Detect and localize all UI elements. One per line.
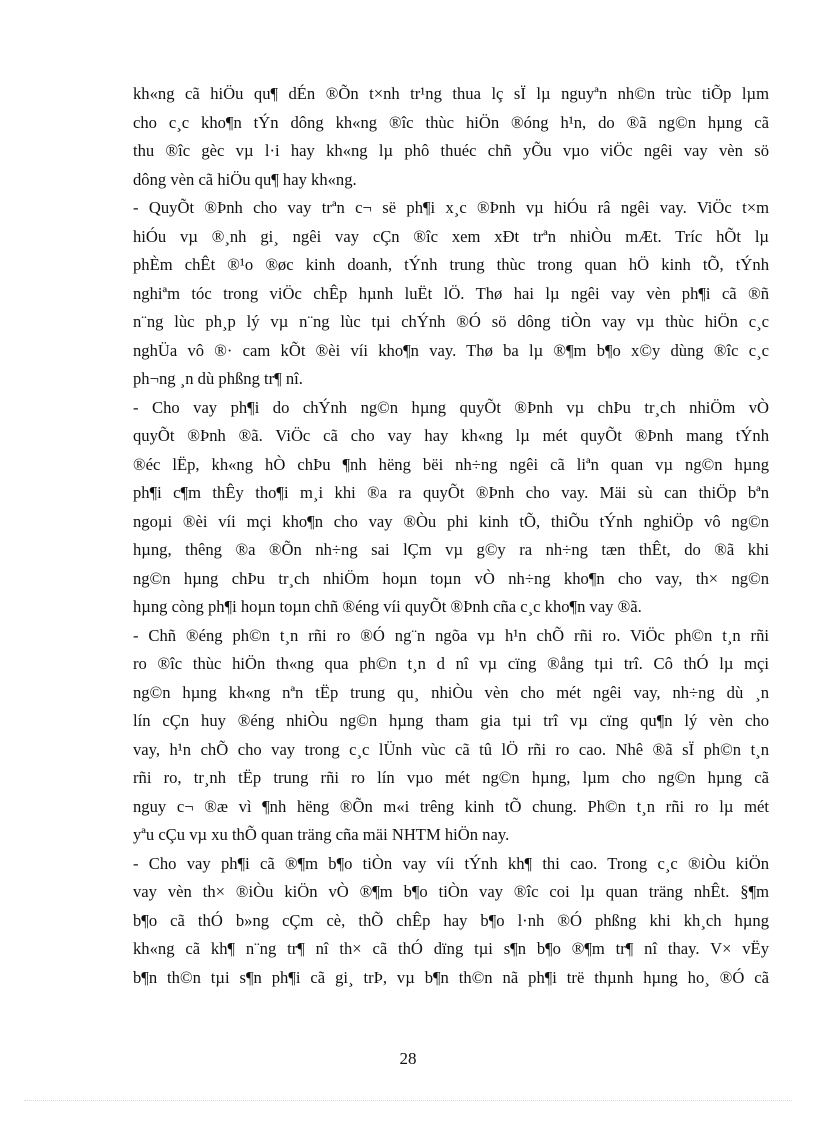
text-line: nghÜa vô ®· cam kÕt ®èi víi kho¶n vay. Thø ba lµ ®¶m b¶o x©y dùng ®îc c¸c [133, 340, 769, 360]
text-line: ngoµi ®èi víi mçi kho¶n cho vay ®Òu phi kinh tÕ, thiÕu tÝnh nghiÖp vô ng©n [133, 511, 769, 531]
text-line: ph¬ng ¸n dù phßng tr¶ nî. [133, 369, 303, 388]
text-line: hµng còng ph¶i hoµn toµn chñ ®éng víi quyÕt ®Þnh cña c¸c kho¶n vay ®ã. [133, 597, 642, 616]
text-line: lín cÇn huy ®éng nhiÒu ng©n hµng tham gia tµi trî vµ cïng qu¶n lý vèn cho [133, 711, 769, 730]
text-line: ro ®îc thùc hiÖn th«ng qua ph©n t¸n d nî vµ cïng ®ång tµi trî. Cô thÓ lµ mçi [133, 654, 769, 673]
text-line: quyÕt ®Þnh ®ã. ViÖc cã cho vay hay kh«ng lµ mét quyÕt ®Þnh mang tÝnh [133, 426, 769, 445]
text-line: - Cho vay ph¶i do chÝnh ng©n hµng quyÕt ®Þnh vµ chÞu tr¸ch nhiÖm vÒ [133, 397, 769, 417]
text-line: - Cho vay ph¶i cã ®¶m b¶o tiÒn vay víi tÝnh kh¶ thi cao. Trong c¸c ®iÒu kiÖn [133, 853, 769, 873]
text-line: phÈm chÊt ®¹o ®øc kinh doanh, tÝnh trung thùc trong quan hÖ kinh tÕ, tÝnh [133, 255, 769, 274]
text-line: ph¶i c¶m thÊy tho¶i m¸i khi ®a ra quyÕt ®Þnh cho vay. Mäi sù can thiÖp bªn [133, 483, 769, 502]
text-line: - Chñ ®éng ph©n t¸n rñi ro ®Ó ng¨n ngõa vµ h¹n chÕ rñi ro. ViÖc ph©n t¸n rñi [133, 625, 769, 645]
text-line: n¨ng lùc ph¸p lý vµ n¨ng lùc tµi chÝnh ®Ó sö dông tiÒn vay vµ thùc hiÖn c¸c [133, 312, 769, 331]
text-line: ng©n hµng chÞu tr¸ch nhiÖm hoµn toµn vÒ nh÷ng kho¶n cho vay, th× ng©n [133, 568, 769, 588]
text-line: b¶o cã thÓ b»ng cÇm cè, thÕ chÊp hay b¶o l·nh ®Ó phßng khi kh¸ch hµng [133, 910, 769, 930]
text-line: kh«ng cã hiÖu qu¶ dÉn ®Õn t×nh tr¹ng thua lç sÏ lµ nguyªn nh©n trùc tiÕp lµm [133, 84, 769, 103]
text-line: vay, h¹n chÕ cho vay trong c¸c lÜnh vùc cã tû lÖ rñi ro cao. Nhê ®ã sÏ ph©n t¸n [133, 739, 769, 759]
page-number: 28 [399, 1049, 417, 1068]
text-line: ®éc lËp, kh«ng hÒ chÞu ¶nh hëng bëi nh÷ng ngêi cã liªn quan vµ ng©n hµng [133, 454, 769, 474]
text-line: nghiªm tóc trong viÖc chÊp hµnh luËt lÖ. Thø hai lµ ngêi vay vèn ph¶i cã ®ñ [133, 283, 769, 303]
text-line: hµng, thêng ®a ®Õn nh÷ng sai lÇm vµ g©y ra nh÷ng tæn thÊt, do ®ã khi [133, 540, 769, 559]
text-line: - QuyÕt ®Þnh cho vay trªn c¬ së ph¶i x¸c ®Þnh vµ hiÓu râ ngêi vay. ViÖc t×m [133, 198, 769, 217]
page-bottom-border [24, 1100, 792, 1101]
text-line: yªu cÇu vµ xu thÕ quan träng cña mäi NHTM hiÖn nay. [133, 825, 510, 844]
text-line: ng©n hµng kh«ng nªn tËp trung qu¸ nhiÒu vèn cho mét ngêi vay, nh÷ng dù ¸n [133, 682, 769, 702]
text-line: hiÓu vµ ®¸nh gi¸ ngêi vay cÇn ®îc xem xÐt trªn nhiÒu mÆt. Tríc hÕt lµ [133, 226, 769, 246]
text-line: cho c¸c kho¶n tÝn dông kh«ng ®îc thùc hiÖn ®óng h¹n, do ®ã ng©n hµng cã [133, 112, 769, 132]
text-line: vay vèn th× ®iÒu kiÖn vÒ ®¶m b¶o tiÒn vay ®îc coi lµ quan träng nhÊt. §¶m [133, 882, 769, 901]
text-line: dông vèn cã hiÖu qu¶ hay kh«ng. [133, 169, 357, 189]
text-line: b¶n th©n tµi s¶n ph¶i cã gi¸ trÞ, vµ b¶n th©n nã ph¶i trë thµnh hµng ho¸ ®Ó cã [133, 967, 769, 987]
text-line: kh«ng cã kh¶ n¨ng tr¶ nî th× cã thÓ dïng tµi s¶n b¶o ®¶m tr¶ nî thay. V× vËy [133, 939, 769, 958]
text-line: rñi ro, tr¸nh tËp trung rñi ro lín vµo mét ng©n hµng, lµm cho ng©n hµng cã [133, 768, 769, 787]
text-line: nguy c¬ ®æ vì ¶nh hëng ®Õn m«i trêng kinh tÕ chung. Ph©n t¸n rñi ro lµ mét [133, 796, 769, 816]
body-text [133, 80, 769, 992]
text-line: thu ®îc gèc vµ l·i hay kh«ng lµ phô thuéc chñ yÕu vµo viÖc ngêi vay vèn sö [133, 141, 769, 160]
